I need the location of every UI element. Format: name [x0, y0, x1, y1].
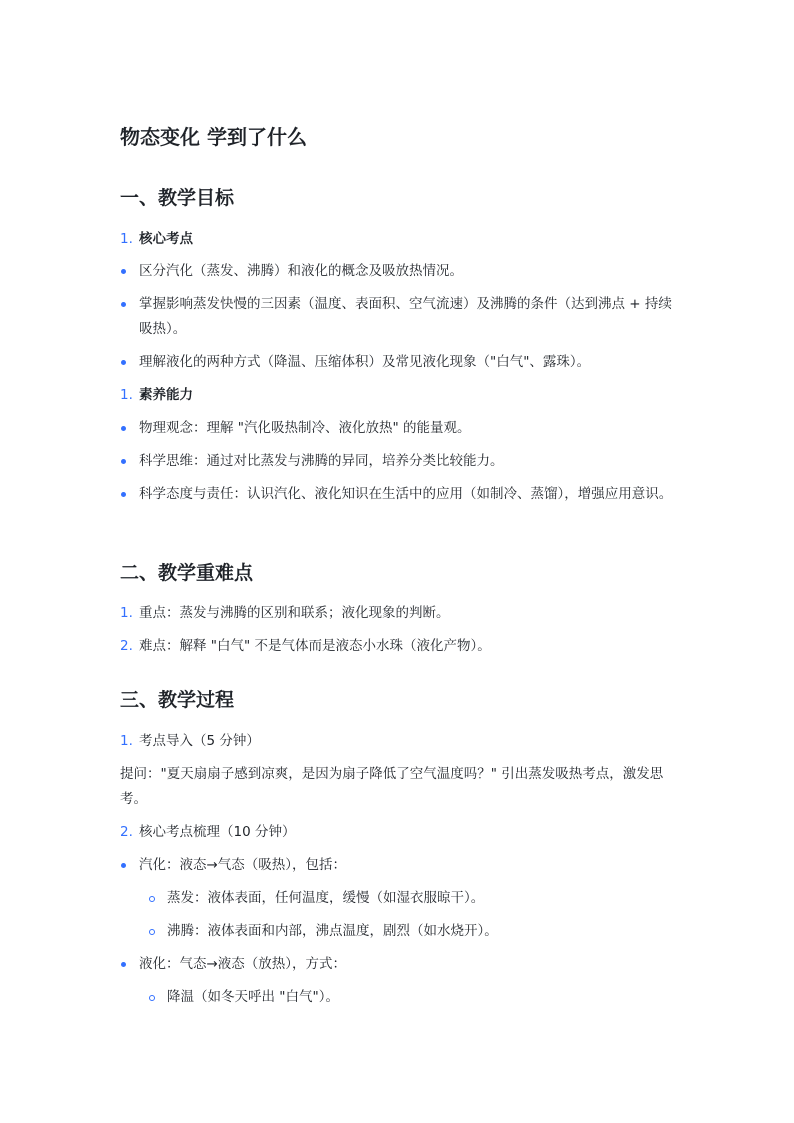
bullet-item: [120, 449, 680, 474]
paragraph-text: 提问："夏天扇扇子感到凉爽，是因为扇子降低了空气温度吗？" 引出蒸发吸热考点，激发思考。: [120, 766, 664, 807]
bullet-item: [120, 259, 680, 284]
numbered-item: [120, 729, 680, 754]
list-item-text: 难点：解释 "白气" 不是气体而是液态小水珠（液化产物）。: [139, 638, 491, 654]
bullet-text: 科学思维：通过对比蒸发与沸腾的异同，培养分类比较能力。: [139, 453, 504, 469]
sub-bullet-item: [120, 886, 680, 911]
list-item-label: 核心考点: [139, 231, 193, 247]
section-heading-objectives: 一、教学目标: [120, 187, 235, 209]
bullet-text: 汽化：液态→气态（吸热），包括：: [139, 857, 347, 873]
paragraph: [120, 762, 680, 812]
section-heading-key-points: 二、教学重难点: [120, 562, 254, 584]
bullet-item: [120, 350, 680, 375]
list-item-text: 核心考点梳理（10 分钟）: [139, 824, 296, 840]
numbered-item: [120, 383, 680, 408]
bullet-item: [120, 482, 680, 507]
sub-bullet-item: [120, 919, 680, 944]
bullet-text: 科学态度与责任：认识汽化、液化知识在生活中的应用（如制冷、蒸馏），增强应用意识。: [139, 486, 673, 502]
numbered-item: [120, 820, 680, 845]
sub-bullet-text: 蒸发：液体表面，任何温度，缓慢（如湿衣服晾干）。: [167, 890, 485, 906]
list-number: 1.: [120, 733, 133, 749]
section-heading-process: 三、教学过程: [120, 689, 235, 711]
list-number: 1.: [120, 231, 133, 247]
numbered-item: [120, 227, 680, 252]
list-number: 1.: [120, 605, 133, 621]
bullet-item: [120, 416, 680, 441]
list-number: 2.: [120, 824, 133, 840]
sub-bullet-text: 沸腾：液体表面和内部，沸点温度，剧烈（如水烧开）。: [167, 923, 498, 939]
bullet-text: 物理观念：理解 "汽化吸热制冷、液化放热" 的能量观。: [139, 420, 471, 436]
bullet-text: 液化：气态→液态（放热），方式：: [139, 956, 347, 972]
sub-bullet-text: 降温（如冬天呼出 "白气"）。: [167, 989, 339, 1005]
list-number: 1.: [120, 387, 133, 403]
bullet-text: 掌握影响蒸发快慢的三因素（温度、表面积、空气流速）及沸腾的条件（达到沸点 + 持续吸热）。: [139, 296, 672, 337]
bullet-text: 理解液化的两种方式（降温、压缩体积）及常见液化现象（"白气"、露珠）。: [139, 354, 591, 370]
list-item-text: 考点导入（5 分钟）: [139, 733, 260, 749]
bullet-item: [120, 853, 680, 878]
bullet-item: [120, 952, 680, 977]
numbered-item: [120, 601, 680, 626]
sub-bullet-item: [120, 985, 680, 1010]
list-item-text: 重点：蒸发与沸腾的区别和联系；液化现象的判断。: [139, 605, 450, 621]
document-title: 物态变化 学到了什么: [120, 125, 307, 149]
list-item-label: 素养能力: [139, 387, 193, 403]
list-number: 2.: [120, 638, 133, 654]
bullet-text: 区分汽化（蒸发、沸腾）和液化的概念及吸放热情况。: [139, 263, 463, 279]
numbered-item: [120, 634, 680, 659]
bullet-item: [120, 292, 680, 342]
